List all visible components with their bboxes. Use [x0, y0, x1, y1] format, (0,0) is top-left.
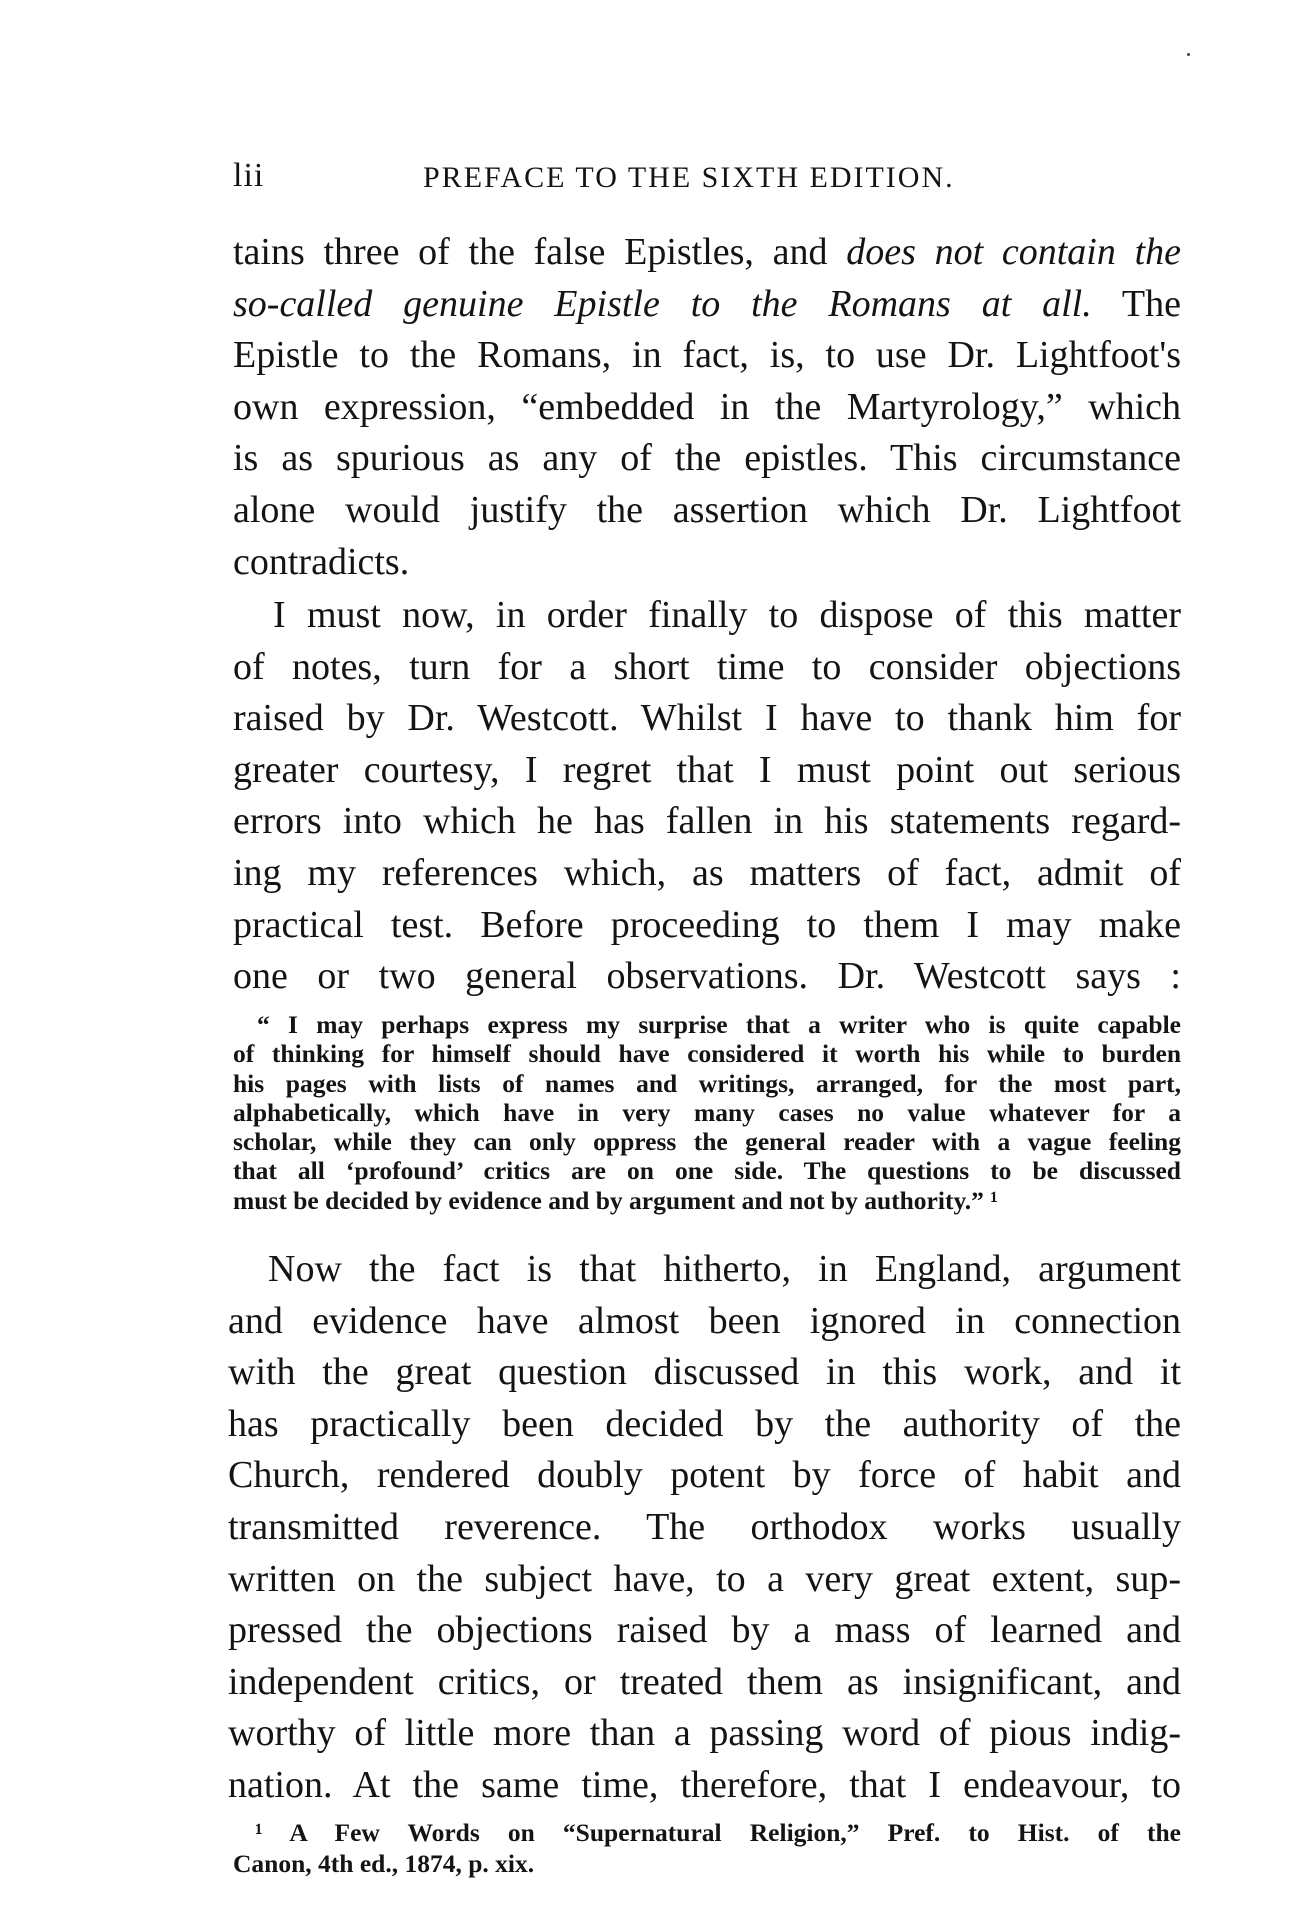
text-line — [233, 485, 1181, 537]
paragraph-3 — [228, 1244, 1181, 1812]
text-run: “ I may perhaps express my surprise that a writer who is quite capable — [257, 1010, 1181, 1039]
footnote — [233, 1817, 1181, 1879]
text-line — [233, 745, 1181, 797]
text-run: one or two general observations. Dr. Westcott says : — [233, 955, 1181, 998]
text-run: his pages with lists of names and writings, arranged, for the most part, — [233, 1068, 1181, 1098]
text-line — [233, 693, 1181, 745]
text-run: Epistle to the Romans, in fact, is, to use Dr. Lightfoot's — [233, 334, 1181, 377]
text-line — [233, 1127, 1181, 1156]
paragraph-1 — [233, 227, 1181, 588]
text-run: alphabetically, which have in very many cases no value whatever for a — [233, 1097, 1181, 1127]
text-line — [228, 1296, 1181, 1348]
text-run: I must now, in order finally to dispose of this matter — [273, 594, 1181, 636]
text-run: scholar, while they can only oppress the general reader with a vague feeling — [233, 1127, 1181, 1157]
text-line — [233, 537, 1181, 589]
text-line — [228, 1399, 1181, 1451]
text-run: Canon, 4th ed., 1874, p. xix. — [233, 1849, 535, 1878]
text-line — [233, 279, 1181, 331]
text-line — [233, 1186, 1181, 1215]
text-run: own expression, “embedded in the Martyrology,” which — [233, 385, 1181, 428]
text-line — [233, 1156, 1181, 1185]
text-run: has practically been decided by the authority of the — [228, 1402, 1181, 1445]
text-run: errors into which he has fallen in his statements regard- — [233, 800, 1181, 843]
text-run: ¹ A Few Words on “Supernatural Religion,” Pref. to Hist. of the — [255, 1818, 1181, 1847]
text-line — [233, 433, 1181, 485]
text-run: written on the subject have, to a very great extent, sup- — [228, 1557, 1181, 1600]
text-line — [233, 382, 1181, 434]
page-header — [233, 157, 1233, 201]
text-run: practical test. Before proceeding to them I may make — [233, 903, 1181, 946]
text-line — [233, 1098, 1181, 1127]
paragraph-2 — [233, 590, 1181, 1003]
text-run: of thinking for himself should have considered it worth his while to burden — [233, 1039, 1181, 1069]
text-line — [228, 1554, 1181, 1606]
text-line — [233, 951, 1181, 1003]
text-run: with the great question discussed in this work, and it — [228, 1351, 1181, 1394]
text-line — [233, 590, 1181, 642]
text-run: alone would justify the assertion which Dr. Lightfoot — [233, 488, 1181, 531]
text-line — [228, 1502, 1181, 1554]
text-line — [233, 1848, 1181, 1879]
text-line — [233, 1817, 1181, 1848]
text-line — [228, 1347, 1181, 1399]
text-line — [233, 796, 1181, 848]
running-title: PREFACE TO THE SIXTH EDITION. — [423, 161, 955, 194]
text-line — [228, 1450, 1181, 1502]
text-run: ing my references which, as matters of fact, admit of — [233, 851, 1181, 894]
italic-run: so-called genuine Epistle to the Romans at all. — [233, 282, 1092, 325]
italic-run: does not contain the — [846, 231, 1181, 273]
text-line — [233, 1010, 1181, 1039]
text-run: worthy of little more than a passing word of pious indig- — [228, 1712, 1181, 1755]
text-run: Church, rendered doubly potent by force of habit and — [228, 1454, 1181, 1497]
text-run: Now the fact is that hitherto, in England, argument — [268, 1248, 1181, 1290]
text-run: raised by Dr. Westcott. Whilst I have to thank him for — [233, 697, 1181, 740]
text-run: The — [1091, 282, 1181, 325]
text-line — [228, 1605, 1181, 1657]
text-line — [233, 900, 1181, 952]
text-run: of notes, turn for a short time to consider objections — [233, 645, 1181, 688]
text-run: tains three of the false Epistles, and — [233, 231, 847, 273]
text-line — [233, 227, 1181, 279]
text-run: is as spurious as any of the epistles. This circumstance — [233, 437, 1181, 480]
text-run: contradicts. — [233, 540, 410, 583]
page-number: lii — [233, 157, 265, 194]
text-line — [233, 642, 1181, 694]
text-line — [228, 1657, 1181, 1709]
text-line — [228, 1760, 1181, 1812]
text-line — [233, 1069, 1181, 1098]
text-line — [228, 1708, 1181, 1760]
text-run: must be decided by evidence and by argument and not by authority.” ¹ — [233, 1185, 998, 1215]
text-run: independent critics, or treated them as insignificant, and — [228, 1660, 1181, 1703]
text-line — [228, 1244, 1181, 1296]
text-line — [233, 330, 1181, 382]
block-quote — [233, 1010, 1181, 1215]
ink-speck — [1187, 53, 1190, 56]
text-line — [233, 1039, 1181, 1068]
text-run: transmitted reverence. The orthodox works usually — [228, 1505, 1181, 1548]
text-run: that all ‘profound’ critics are on one side. The questions to be discussed — [233, 1156, 1181, 1186]
text-run: greater courtesy, I regret that I must point out serious — [233, 748, 1181, 791]
text-line — [233, 848, 1181, 900]
text-run: nation. At the same time, therefore, that I endeavour, to — [228, 1763, 1181, 1806]
text-run: pressed the objections raised by a mass of learned and — [228, 1609, 1181, 1652]
text-run: and evidence have almost been ignored in connection — [228, 1299, 1181, 1342]
